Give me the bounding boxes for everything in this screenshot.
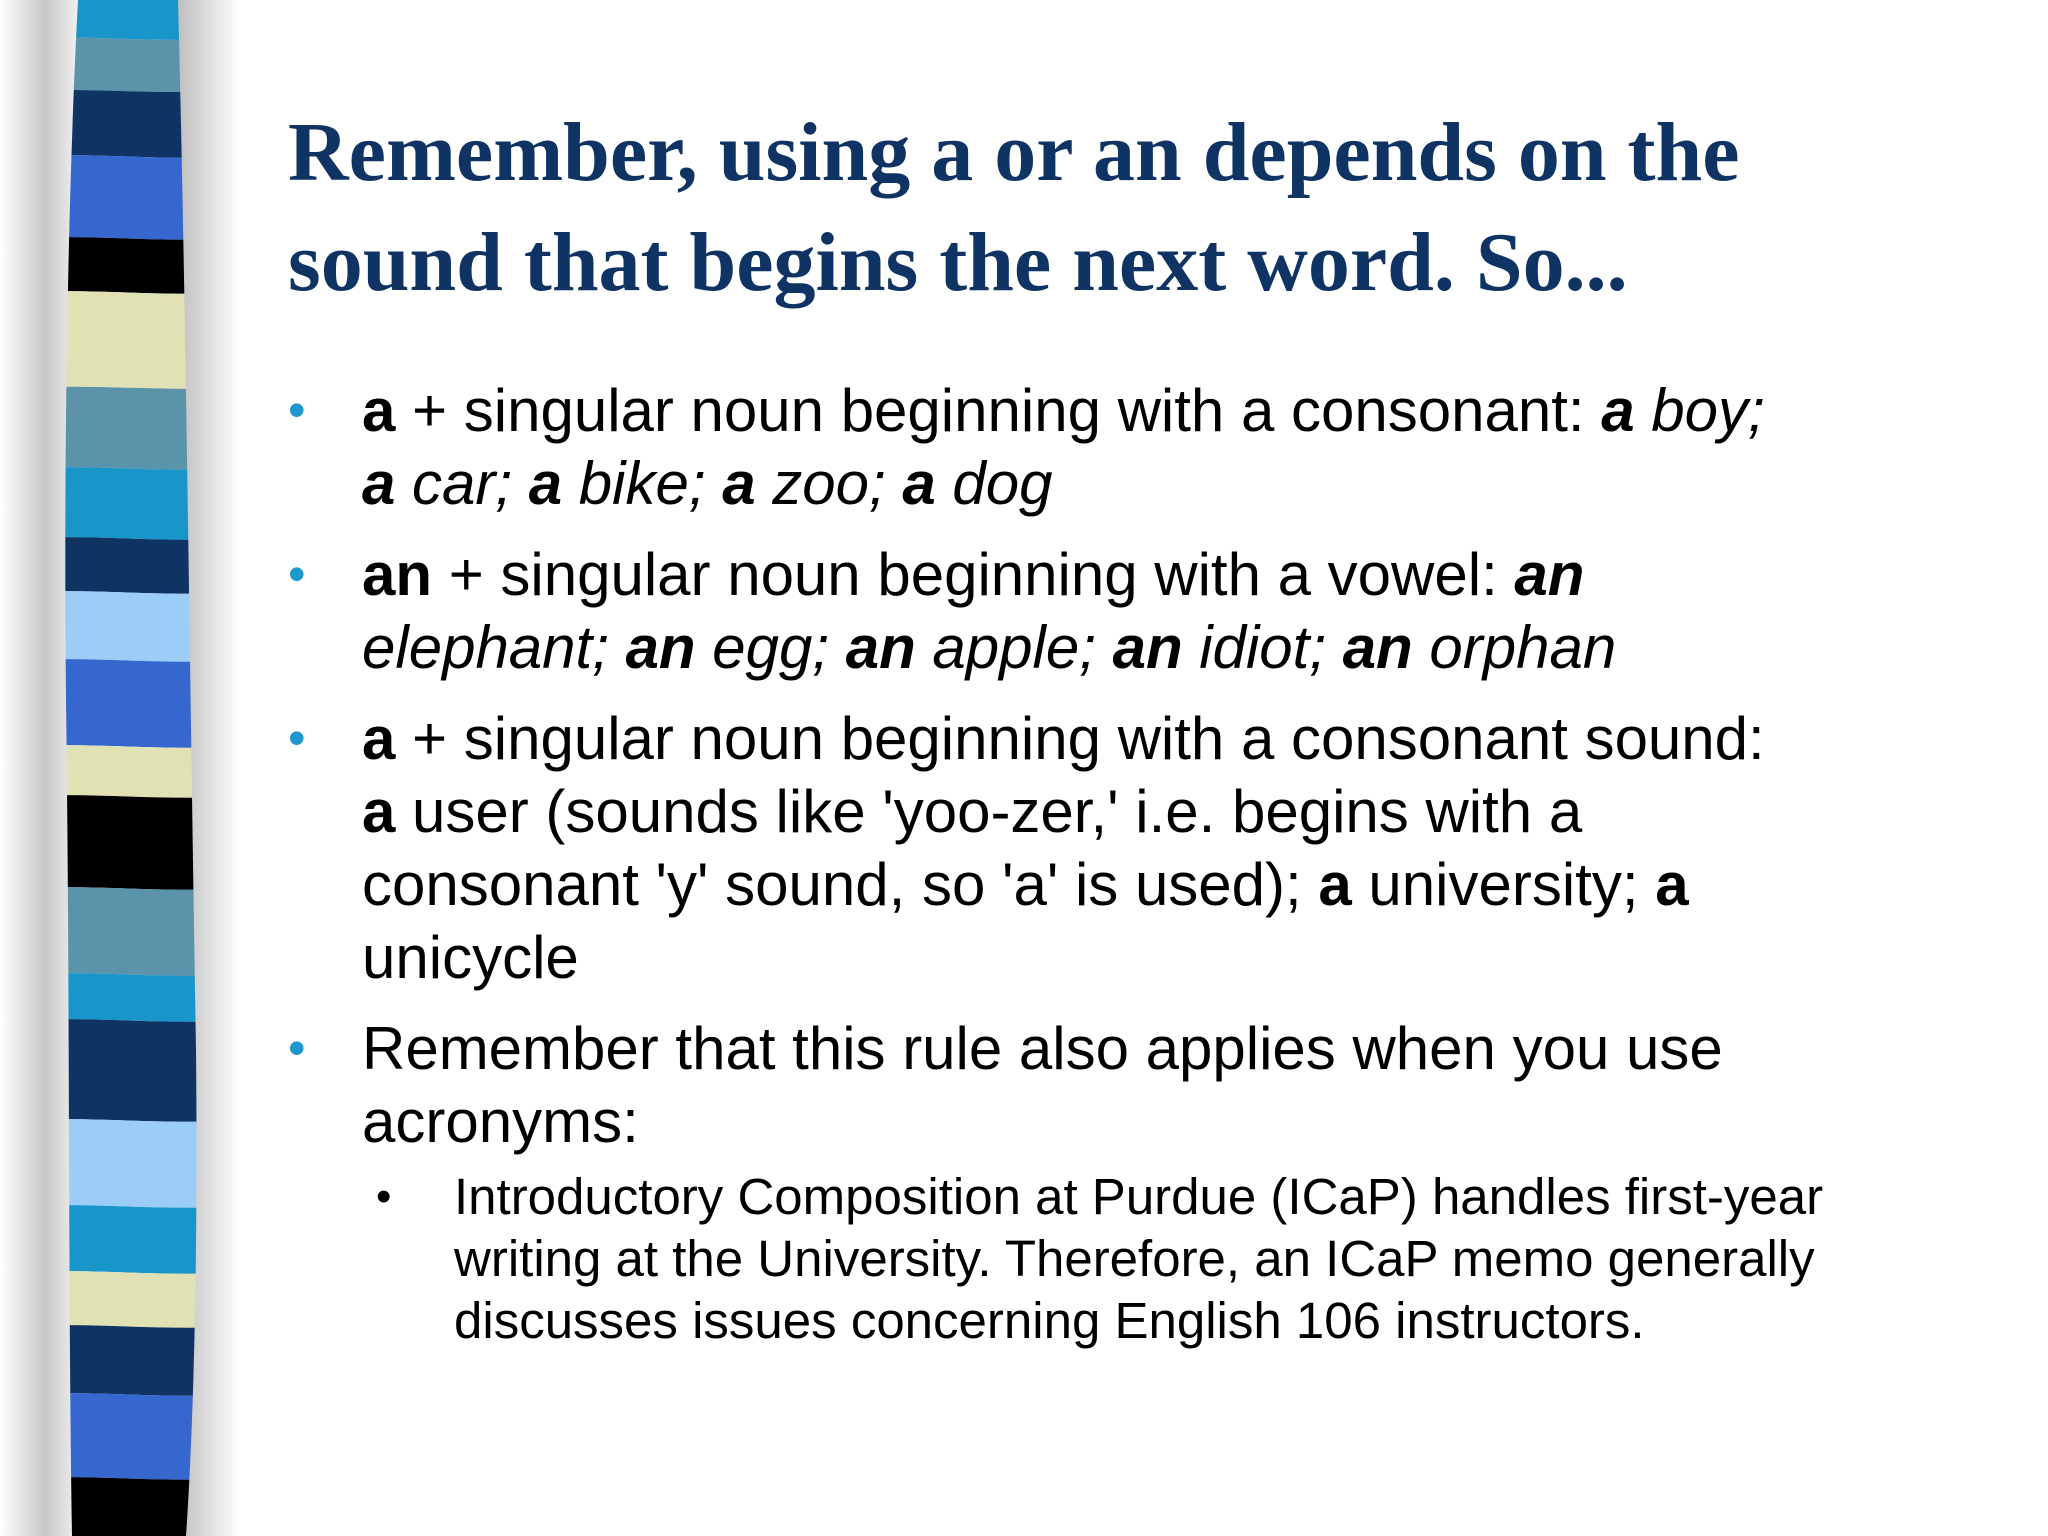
example-article: an (1514, 541, 1585, 608)
bullet-line (362, 447, 2008, 520)
slide-title-line-2: sound that begins the next word. So... (288, 216, 1628, 309)
example-word: egg; (695, 614, 846, 681)
bold-article: a (1318, 851, 1352, 918)
bullet-line (362, 848, 2008, 921)
rule-text: user (sounds like 'yoo-zer,' i.e. begins with a (395, 778, 1583, 845)
sub-bullet-line: discusses issues concerning English 106 instructors. (454, 1292, 1645, 1349)
example-article: an (1112, 614, 1183, 681)
example-word: apple; (915, 614, 1113, 681)
bullet-line: Remember that this rule also applies when you use (362, 1015, 1723, 1082)
example-article: a (362, 450, 396, 517)
bullet-line: acronyms: (362, 1088, 639, 1155)
bullet-line (362, 538, 2008, 611)
sub-bullet-item-icap-example (362, 1166, 2008, 1352)
rule-text: university; (1351, 851, 1656, 918)
bullet-marker: • (288, 1020, 306, 1076)
example-article: a (902, 450, 936, 517)
rule-text: consonant 'y' sound, so 'a' is used); (362, 851, 1319, 918)
bullet-marker: • (288, 710, 306, 766)
bullet-item-acronyms (288, 1012, 2008, 1352)
bullet-marker: • (288, 382, 306, 438)
bullet-list (288, 374, 2008, 1370)
example-article: an (1342, 614, 1413, 681)
bullet-line (362, 374, 2008, 447)
example-word: dog (935, 450, 1053, 517)
bold-article: a (362, 705, 396, 772)
example-word: boy; (1634, 377, 1765, 444)
bullet-item-a-consonant (288, 374, 2008, 520)
rule-text: + singular noun beginning with a vowel: (432, 541, 1515, 608)
example-word: zoo; (755, 450, 903, 517)
rule-text: + singular noun beginning with a consonant: (395, 377, 1602, 444)
bullet-item-a-consonant-sound (288, 702, 2008, 994)
example-word: orphan (1412, 614, 1617, 681)
bold-article: an (362, 541, 433, 608)
bullet-line (362, 702, 2008, 775)
example-article: a (528, 450, 563, 517)
example-word: bike; (562, 450, 723, 517)
example-article: an (625, 614, 696, 681)
example-word: car; (395, 450, 529, 517)
example-article: an (845, 614, 916, 681)
bold-article: a (362, 778, 396, 845)
example-word: idiot; (1182, 614, 1343, 681)
decorative-striped-bar (0, 0, 240, 1536)
bold-article: a (1655, 851, 1689, 918)
bold-article: a (362, 377, 396, 444)
example-word: elephant; (362, 614, 626, 681)
slide-title-line-1: Remember, using a or an depends on the (288, 106, 1740, 199)
bullet-line (362, 611, 2008, 684)
sub-bullet-line: Introductory Composition at Purdue (ICaP) handles first-year (454, 1168, 1824, 1225)
sub-bullet-marker: • (376, 1172, 392, 1221)
bullet-line (362, 921, 2008, 994)
example-article: a (722, 450, 756, 517)
sub-bullet-line: writing at the University. Therefore, an ICaP memo generally (454, 1230, 1815, 1287)
rule-text: unicycle (362, 924, 579, 991)
rule-text: + singular noun beginning with a consonant sound: (395, 705, 1765, 772)
bullet-item-an-vowel (288, 538, 2008, 684)
slide-title (288, 98, 2008, 318)
example-article: a (1601, 377, 1635, 444)
bullet-line (362, 775, 2008, 848)
bullet-marker: • (288, 546, 306, 602)
sub-bullet-list (362, 1166, 2008, 1352)
